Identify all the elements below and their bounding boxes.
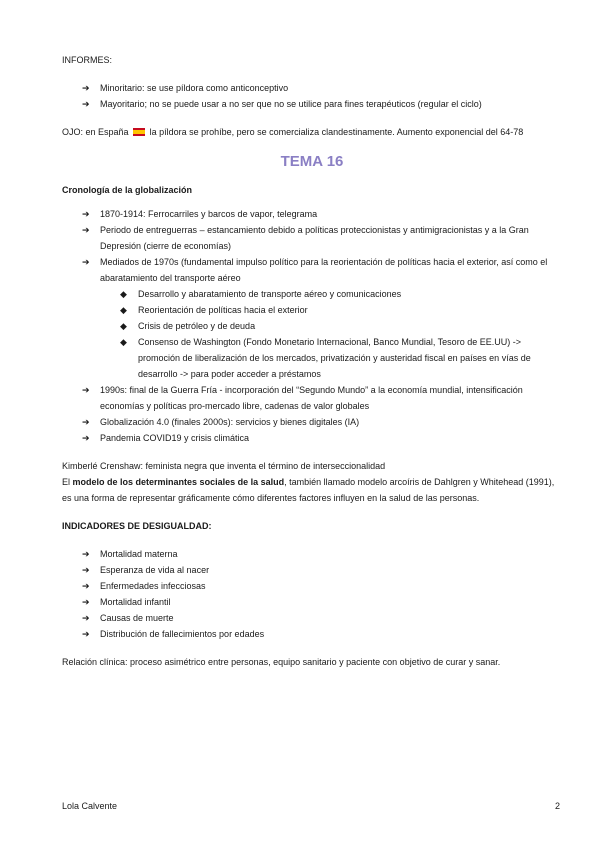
sublist-item — [62, 318, 562, 334]
page-footer — [62, 798, 560, 812]
ojo-text-end: la píldora se prohíbe, pero se comercializa clandestinamente. Aumento exponencial del 64-78 — [149, 127, 524, 137]
arrow-icon: ➔ — [82, 433, 90, 443]
list-item-text: Periodo de entreguerras – estancamiento debido a políticas proteccionistas y antimigracionistas y a la Gran Depresión (cierre de economías) — [100, 225, 529, 251]
list-item — [62, 626, 562, 642]
list-item-text: Globalización 4.0 (finales 2000s): servicios y bienes digitales (IA) — [100, 417, 360, 427]
footer-author: Lola Calvente — [62, 801, 118, 811]
arrow-icon: ➔ — [82, 257, 90, 267]
sublist-item-text: Consenso de Washington (Fondo Monetario Internacional, Banco Mundial, Tesoro de EE.UU) -> promoción de liberalización de los mercados, privatización y austeridad fiscal en países en vías de desarrollo -> para poder acceder a préstamos — [138, 337, 531, 379]
indicadores-title: INDICADORES DE DESIGUALDAD: — [62, 521, 212, 531]
sublist-item — [62, 286, 562, 302]
sublist-item-text: Crisis de petróleo y de deuda — [138, 321, 256, 331]
arrow-icon: ➔ — [82, 209, 90, 219]
list-item — [62, 96, 562, 112]
modelo-rest: , también llamado modelo arcoíris de Dahlgren y Whitehead (1991), es una forma de representar gráficamente cómo diferentes factores influyen en la salud de las personas. — [62, 477, 555, 503]
informes-title: INFORMES: — [62, 55, 113, 65]
cronologia-title: Cronología de la globalización — [62, 185, 193, 195]
cronologia-sublist — [62, 286, 562, 382]
arrow-icon: ➔ — [82, 613, 90, 623]
list-item-text: Minoritario: se use píldora como anticonceptivo — [100, 83, 289, 93]
relacion-paragraph: Relación clínica: proceso asimétrico entre personas, equipo sanitario y paciente con objetivo de curar y sanar. — [62, 657, 501, 667]
list-item — [62, 80, 562, 96]
ojo-text-start: OJO: en España — [62, 127, 129, 137]
list-item-text: Pandemia COVID19 y crisis climática — [100, 433, 250, 443]
list-item — [62, 610, 562, 626]
document-page — [62, 52, 562, 670]
list-item-text: Causas de muerte — [100, 613, 174, 623]
diamond-bullet-icon: ◆ — [120, 321, 127, 331]
arrow-icon: ➔ — [82, 417, 90, 427]
list-item-text: Mortalidad materna — [100, 549, 178, 559]
arrow-icon: ➔ — [82, 83, 90, 93]
list-item — [62, 594, 562, 610]
cronologia-list-continued — [62, 382, 562, 446]
list-item-text: Mediados de 1970s (fundamental impulso político para la reorientación de políticas hacia el exterior, así como el abaratamiento del transporte aéreo — [100, 257, 548, 283]
arrow-icon: ➔ — [82, 225, 90, 235]
list-item — [62, 414, 562, 430]
list-item — [62, 382, 562, 414]
arrow-icon: ➔ — [82, 385, 90, 395]
diamond-bullet-icon: ◆ — [120, 337, 127, 347]
informes-list — [62, 80, 562, 112]
page-number: 2 — [554, 801, 560, 811]
diamond-bullet-icon: ◆ — [120, 305, 127, 315]
indicadores-list — [62, 546, 562, 642]
list-item-text: 1990s: final de la Guerra Fría - incorporación del “Segundo Mundo” a la economía mundial, intensificación economías y políticas pro-mercado libre, cadenas de valor globales — [100, 385, 523, 411]
arrow-icon: ➔ — [82, 549, 90, 559]
list-item-text: Mortalidad infantil — [100, 597, 171, 607]
list-item — [62, 578, 562, 594]
list-item — [62, 546, 562, 562]
list-item — [62, 562, 562, 578]
arrow-icon: ➔ — [82, 629, 90, 639]
arrow-icon: ➔ — [82, 99, 90, 109]
modelo-paragraph — [62, 474, 562, 506]
modelo-prefix: El — [62, 477, 71, 487]
list-item-text: 1870-1914: Ferrocarriles y barcos de vapor, telegrama — [100, 209, 318, 219]
list-item — [62, 430, 562, 446]
modelo-bold-term: modelo de los determinantes sociales de la salud — [72, 477, 285, 487]
list-item — [62, 222, 562, 254]
cronologia-list — [62, 206, 562, 286]
sublist-item — [62, 302, 562, 318]
section-title: TEMA 16 — [280, 153, 344, 170]
arrow-icon: ➔ — [82, 581, 90, 591]
list-item-text: Enfermedades infecciosas — [100, 581, 206, 591]
list-item — [62, 206, 562, 222]
ojo-paragraph — [62, 124, 562, 140]
crenshaw-paragraph: Kimberlé Crenshaw: feminista negra que inventa el término de interseccionalidad — [62, 461, 386, 471]
arrow-icon: ➔ — [82, 565, 90, 575]
diamond-bullet-icon: ◆ — [120, 289, 127, 299]
sublist-item-text: Desarrollo y abaratamiento de transporte aéreo y comunicaciones — [138, 289, 402, 299]
list-item-text: Distribución de fallecimientos por edades — [100, 629, 265, 639]
list-item — [62, 254, 562, 286]
sublist-item — [62, 334, 562, 382]
arrow-icon: ➔ — [82, 597, 90, 607]
list-item-text: Mayoritario; no se puede usar a no ser que no se utilice para fines terapéuticos (regular el ciclo) — [100, 99, 482, 109]
sublist-item-text: Reorientación de políticas hacia el exterior — [138, 305, 308, 315]
list-item-text: Esperanza de vida al nacer — [100, 565, 210, 575]
spain-flag-icon — [133, 128, 145, 136]
